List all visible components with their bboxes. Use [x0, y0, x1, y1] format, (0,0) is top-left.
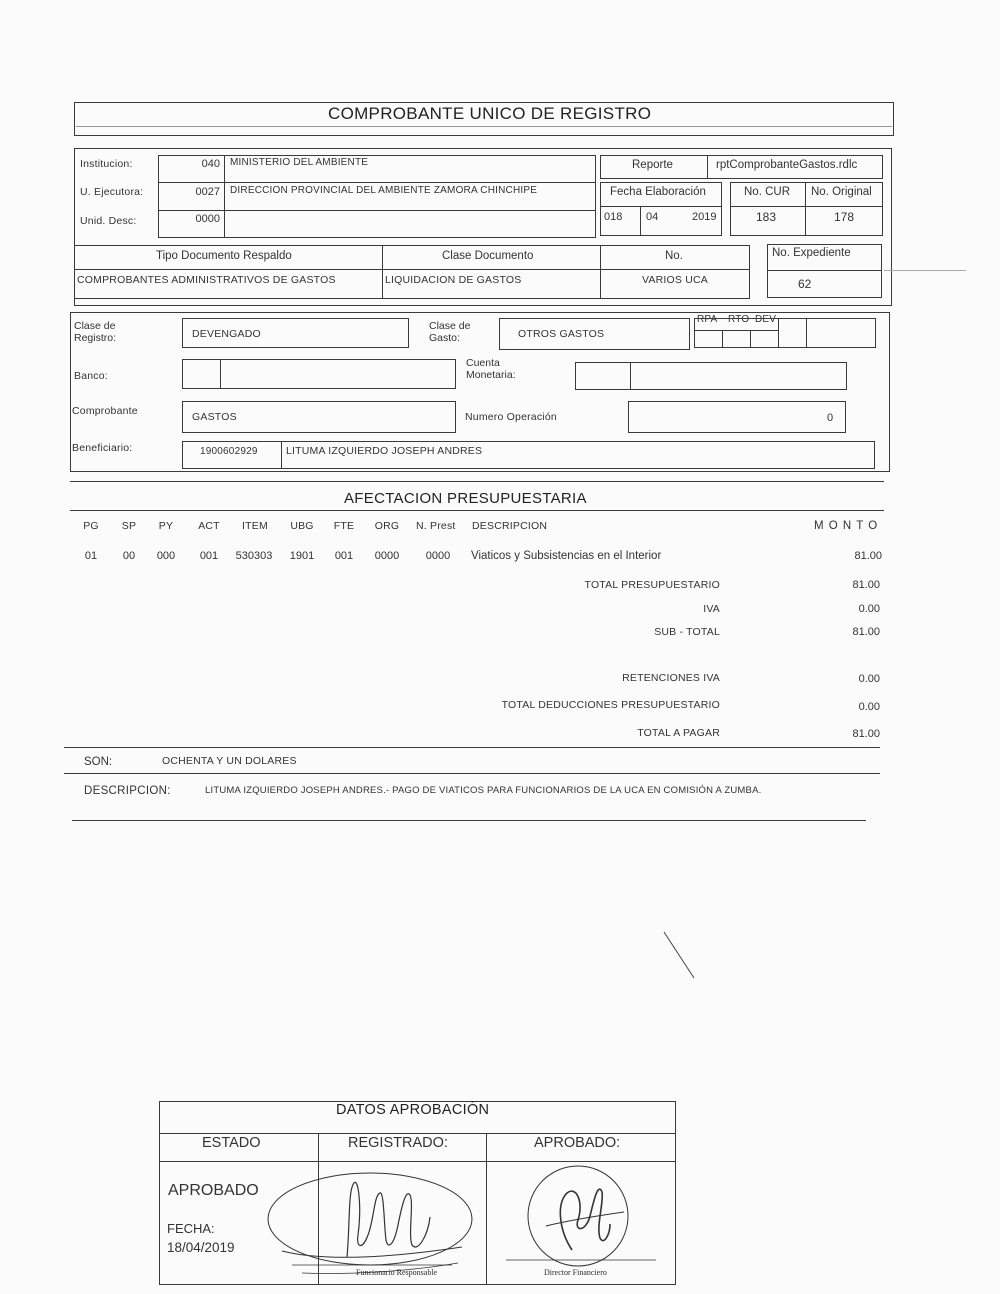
col-nprest: N. Prest	[416, 520, 456, 532]
beneficiario-divider	[281, 441, 282, 469]
comprobante-label: Comprobante	[72, 405, 138, 417]
funcionario-label: Funcionario Responsable	[356, 1268, 438, 1277]
unid-desc-code: 0000	[195, 213, 220, 225]
total-value: 0.00	[858, 673, 880, 685]
cur-label: No. CUR	[744, 186, 791, 198]
rpa-col-1	[722, 330, 723, 348]
total-label: TOTAL A PAGAR	[637, 727, 720, 739]
row-sp: 00	[122, 550, 136, 562]
original-label: No. Original	[811, 186, 872, 198]
numero-operacion-label: Numero Operación	[465, 411, 557, 423]
son-label: SON:	[84, 756, 113, 768]
cuenta-field	[575, 362, 847, 390]
col-org: ORG	[374, 520, 400, 532]
document-col-2	[600, 245, 601, 299]
clase-gasto-label: Clase de Gasto:	[429, 320, 471, 344]
row-item: 530303	[235, 550, 273, 562]
descripcion-label: DESCRIPCION:	[84, 785, 171, 797]
institucion-label: Institucion:	[80, 158, 133, 170]
aprobacion-title: DATOS APROBACIÓN	[336, 1102, 490, 1118]
cur-value: 183	[756, 210, 777, 224]
col-sp: SP	[121, 520, 137, 532]
fecha-divider	[600, 206, 722, 207]
row-ubg: 1901	[289, 550, 315, 562]
banco-divider	[220, 359, 221, 389]
numero-operacion-value: 0	[827, 412, 834, 424]
funcionario-signature	[262, 1165, 484, 1283]
rpa-row-line	[694, 330, 778, 331]
col-act: ACT	[198, 520, 220, 532]
rpa-col-4	[806, 318, 807, 348]
clase-doc-value: LIQUIDACION DE GASTOS	[385, 274, 522, 286]
stray-line	[884, 270, 966, 271]
row-fte: 001	[334, 550, 354, 562]
col-descripcion: DESCRIPCION	[472, 520, 548, 532]
afectacion-header-line	[70, 510, 884, 511]
banco-field	[182, 359, 456, 389]
director-signature	[500, 1162, 670, 1280]
aprobacion-title-line	[160, 1133, 675, 1134]
rpa-col-2	[750, 330, 751, 348]
document-divider	[74, 269, 750, 270]
son-top-line	[64, 747, 880, 748]
rpa-col-3	[778, 318, 779, 348]
beneficiario-name: LITUMA IZQUIERDO JOSEPH ANDRES	[286, 445, 483, 457]
aprobado-label: APROBADO:	[534, 1135, 621, 1151]
col-py: PY	[158, 520, 174, 532]
col-item: ITEM	[242, 520, 268, 532]
fecha-year: 2019	[692, 211, 717, 223]
comprobante-value: GASTOS	[192, 411, 237, 423]
institucion-name: MINISTERIO DEL AMBIENTE	[230, 157, 369, 168]
row-org: 0000	[374, 550, 400, 562]
header-inner-line	[76, 126, 892, 127]
total-value: 0.00	[858, 603, 880, 615]
expediente-value: 62	[798, 277, 812, 291]
total-label: RETENCIONES IVA	[622, 672, 720, 684]
total-value: 81.00	[852, 626, 880, 638]
clase-doc-label: Clase Documento	[442, 250, 534, 262]
rpa-label: RPA	[697, 314, 718, 325]
tipo-doc-label: Tipo Documento Respaldo	[156, 250, 292, 262]
registrado-label: REGISTRADO:	[348, 1135, 448, 1151]
no-value: VARIOS UCA	[642, 274, 708, 286]
cur-divider	[730, 206, 883, 207]
dev-label: DEV	[755, 314, 777, 325]
afectacion-top-line	[70, 481, 884, 482]
cur-col-divider	[805, 182, 806, 236]
fecha-month: 04	[646, 211, 659, 223]
pen-mark	[660, 928, 700, 983]
row-nprest: 0000	[425, 550, 451, 562]
clase-registro-value: DEVENGADO	[192, 328, 261, 340]
expediente-label: No. Expediente	[772, 247, 851, 259]
col-ubg: UBG	[290, 520, 314, 532]
total-value: 81.00	[852, 579, 880, 591]
institucion-code: 040	[201, 158, 220, 170]
descripcion-value: LITUMA IZQUIERDO JOSEPH ANDRES.- PAGO DE VIATICOS PARA FUNCIONARIOS DE LA UCA EN COMISIÓN A ZUMBA.	[205, 785, 762, 796]
director-label: Director Financiero	[544, 1268, 607, 1277]
total-label: TOTAL PRESUPUESTARIO	[584, 579, 720, 591]
unid-desc-label: Unid. Desc:	[80, 215, 137, 227]
fecha-label: Fecha Elaboración	[610, 186, 706, 198]
ejecutora-code: 0027	[195, 186, 220, 198]
ejecutora-label: U. Ejecutora:	[80, 186, 144, 198]
estado-label: ESTADO	[202, 1135, 261, 1151]
total-label: SUB - TOTAL	[654, 626, 720, 638]
descripcion-bottom-line	[72, 820, 866, 821]
row-act: 001	[199, 550, 219, 562]
reporte-label: Reporte	[632, 159, 673, 171]
original-value: 178	[834, 210, 855, 224]
reporte-value: rptComprobanteGastos.rdlc	[716, 159, 858, 171]
institution-row-divider-2	[158, 210, 596, 211]
fecha-day-divider	[640, 206, 641, 236]
tipo-doc-value: COMPROBANTES ADMINISTRATIVOS DE GASTOS	[77, 274, 336, 286]
report-divider	[707, 155, 708, 179]
numero-operacion-field	[628, 401, 846, 433]
col-fte: FTE	[333, 520, 355, 532]
total-value: 0.00	[858, 701, 880, 713]
afectacion-title: AFECTACION PRESUPUESTARIA	[344, 490, 587, 507]
page-title: COMPROBANTE UNICO DE REGISTRO	[328, 104, 652, 123]
fecha-aprobacion-value: 18/04/2019	[167, 1240, 235, 1255]
rto-label: RTO	[728, 314, 750, 325]
fecha-day: 018	[604, 211, 623, 223]
row-monto: 81.00	[854, 550, 882, 562]
banco-label: Banco:	[74, 370, 108, 382]
row-pg: 01	[84, 550, 98, 562]
col-monto: M O N T O	[814, 520, 879, 532]
institution-row-divider-1	[158, 182, 596, 183]
document-col-1	[382, 245, 383, 299]
total-value: 81.00	[852, 728, 880, 740]
cuenta-divider	[630, 362, 631, 390]
son-bottom-line	[64, 773, 880, 774]
expediente-divider	[767, 270, 882, 271]
ejecutora-name: DIRECCION PROVINCIAL DEL AMBIENTE ZAMORA CHINCHIPE	[230, 185, 538, 196]
row-descripcion: Viaticos y Subsistencias en el Interior	[471, 550, 662, 562]
beneficiario-id: 1900602929	[200, 446, 258, 457]
beneficiario-label: Beneficiario:	[72, 442, 133, 454]
aprobacion-col-2	[486, 1133, 487, 1285]
total-label: IVA	[703, 603, 720, 615]
no-label: No.	[665, 250, 683, 262]
institution-code-divider	[224, 155, 225, 238]
total-label: TOTAL DEDUCCIONES PRESUPUESTARIO	[501, 699, 720, 711]
col-pg: PG	[83, 520, 99, 532]
row-py: 000	[156, 550, 176, 562]
fecha-aprobacion-label: FECHA:	[167, 1221, 215, 1236]
estado-value: APROBADO	[168, 1182, 259, 1199]
clase-registro-label: Clase de Registro:	[74, 320, 117, 344]
son-value: OCHENTA Y UN DOLARES	[162, 755, 297, 767]
clase-gasto-value: OTROS GASTOS	[518, 328, 605, 340]
cuenta-label: Cuenta Monetaria:	[466, 357, 516, 381]
